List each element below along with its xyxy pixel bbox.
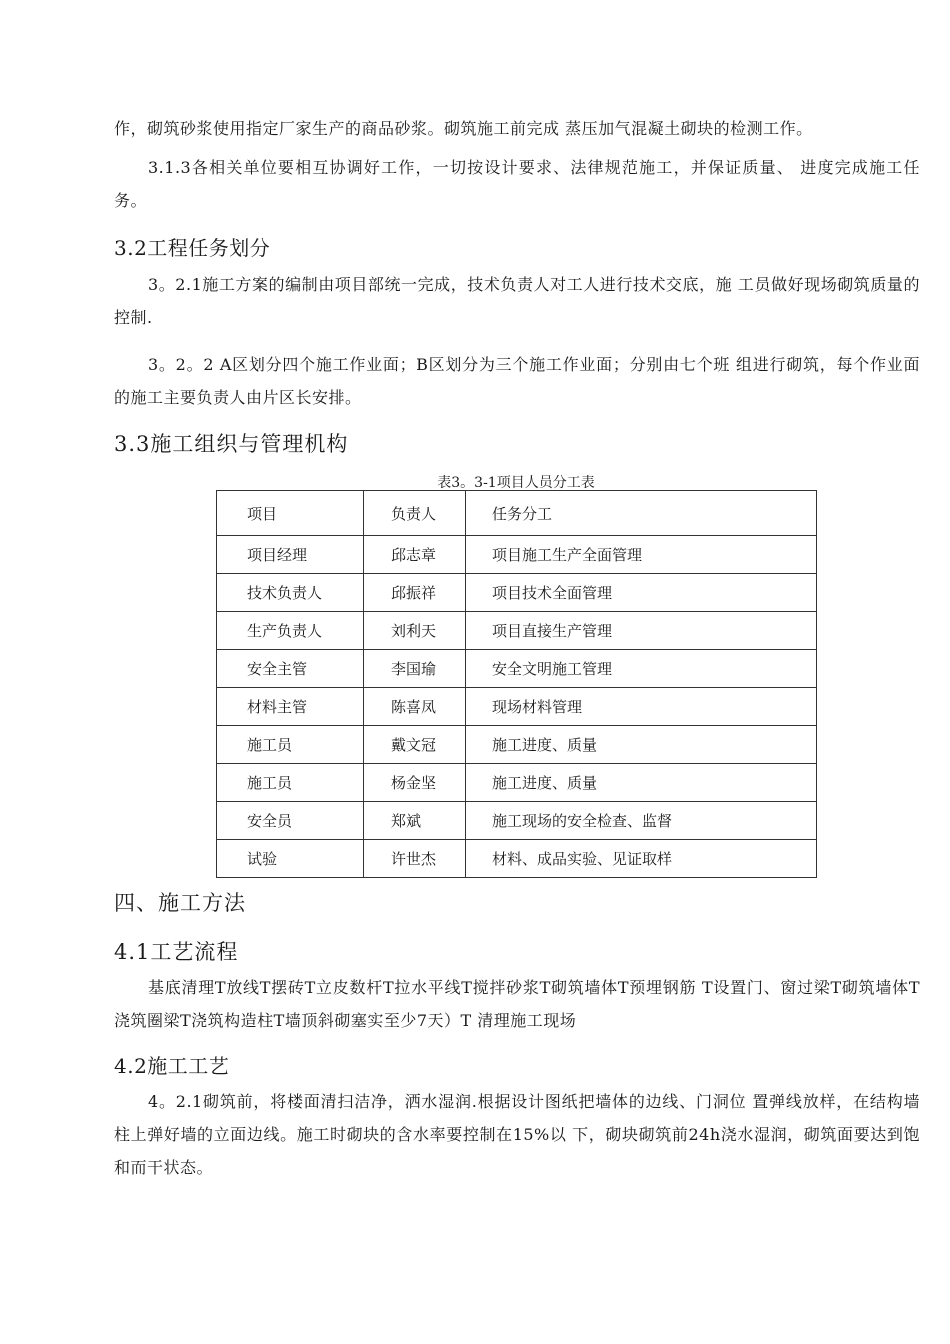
table-row [217, 574, 817, 612]
cell-duty: 项目施工生产全面管理 [466, 536, 817, 574]
staff-assignment-table [216, 490, 817, 878]
cell-duty: 项目直接生产管理 [466, 612, 817, 650]
cell-role: 安全主管 [217, 650, 364, 688]
table-row [217, 650, 817, 688]
cell-duty: 施工进度、质量 [466, 726, 817, 764]
cell-person: 郑斌 [364, 802, 466, 840]
cell-duty: 项目技术全面管理 [466, 574, 817, 612]
paragraph-4-2-1: 4。2.1砌筑前，将楼面清扫洁净，洒水湿润.根据设计图纸把墙体的边线、门洞位 置弹线放样，在结构墙柱上弹好墙的立面边线。施工时砌块的含水率要控制在15%以 下，砌块砌筑前24h浇水湿润，砌筑面要达到饱和而干状态。 [114, 1092, 920, 1177]
header-cell-item: 项目 [217, 491, 364, 536]
cell-person: 戴文冠 [364, 726, 466, 764]
cell-duty: 现场材料管理 [466, 688, 817, 726]
paragraph-3-1-3: 3.1.3各相关单位要相互协调好工作，一切按设计要求、法律规范施工，并保证质量、 进度完成施工任务。 [114, 158, 920, 210]
cell-person: 李国瑜 [364, 650, 466, 688]
heading-4-2: 4.2施工工艺 [114, 1054, 230, 1078]
cell-role: 安全员 [217, 802, 364, 840]
cell-person: 邱志章 [364, 536, 466, 574]
cell-duty: 安全文明施工管理 [466, 650, 817, 688]
heading-4-1: 4.1工艺流程 [114, 940, 239, 964]
heading-3-3: 3.3施工组织与管理机构 [114, 432, 349, 456]
cell-person: 刘利天 [364, 612, 466, 650]
table-header-row [217, 491, 817, 536]
header-cell-duty: 任务分工 [466, 491, 817, 536]
cell-duty: 材料、成品实验、见证取样 [466, 840, 817, 878]
table-row [217, 612, 817, 650]
cell-person: 陈喜凤 [364, 688, 466, 726]
table-row [217, 840, 817, 878]
table-row [217, 764, 817, 802]
paragraph-mortar: 作，砌筑砂浆使用指定厂家生产的商品砂浆。砌筑施工前完成 蒸压加气混凝土砌块的检测工作。 [114, 119, 813, 138]
paragraph-process-flow: 基底清理T放线T摆砖T立皮数杆T拉水平线T搅拌砂浆T砌筑墙体T预埋钢筋 T设置门、窗过梁T砌筑墙体T浇筑圈梁T浇筑构造柱T墙顶斜砌塞实至少7天）T 清理施工现场 [114, 978, 920, 1030]
table-row [217, 802, 817, 840]
heading-section-4: 四、施工方法 [114, 891, 246, 915]
cell-person: 许世杰 [364, 840, 466, 878]
cell-role: 材料主管 [217, 688, 364, 726]
cell-role: 技术负责人 [217, 574, 364, 612]
paragraph-3-2-2: 3。2。2 A区划分四个施工作业面；B区划分为三个施工作业面；分别由七个班 组进行砌筑，每个作业面的施工主要负责人由片区长安排。 [114, 355, 920, 407]
cell-person: 邱振祥 [364, 574, 466, 612]
cell-duty: 施工现场的安全检查、监督 [466, 802, 817, 840]
header-cell-person: 负责人 [364, 491, 466, 536]
cell-role: 施工员 [217, 764, 364, 802]
cell-role: 项目经理 [217, 536, 364, 574]
heading-3-2: 3.2工程任务划分 [114, 236, 271, 260]
cell-duty: 施工进度、质量 [466, 764, 817, 802]
table-row [217, 726, 817, 764]
cell-role: 施工员 [217, 726, 364, 764]
cell-person: 杨金坚 [364, 764, 466, 802]
paragraph-3-2-1: 3。2.1施工方案的编制由项目部统一完成，技术负责人对工人进行技术交底，施 工员做好现场砌筑质量的控制. [114, 275, 920, 327]
table-row [217, 536, 817, 574]
cell-role: 试验 [217, 840, 364, 878]
cell-role: 生产负责人 [217, 612, 364, 650]
table-row [217, 688, 817, 726]
table-caption: 表3。3-1项目人员分工表 [437, 475, 595, 491]
